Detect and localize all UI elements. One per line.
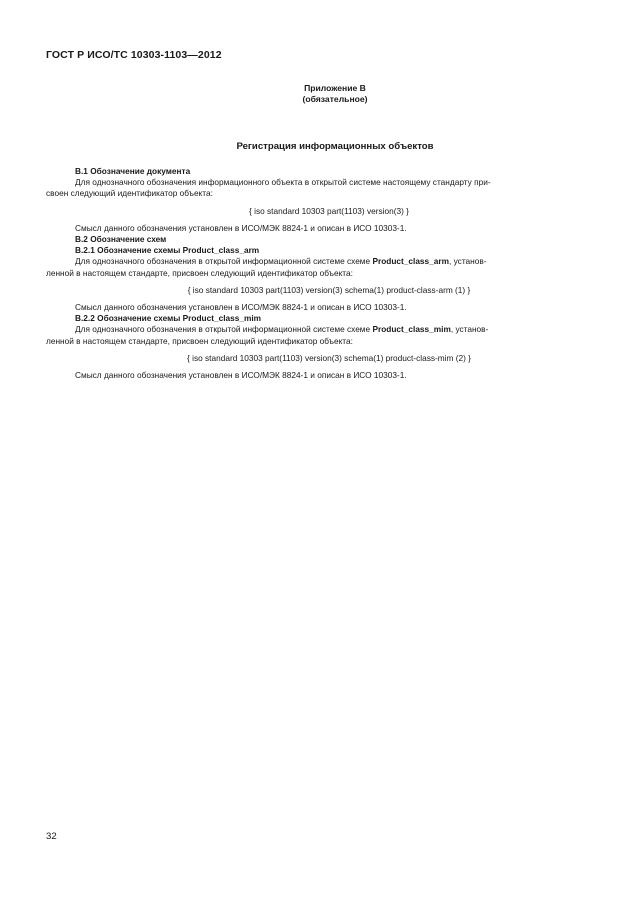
page-number: 32 [46,831,57,842]
document-header: ГОСТ Р ИСО/ТС 10303-1103—2012 [46,49,222,61]
annex-heading [0,83,630,105]
annex-title: Приложение B [304,83,366,93]
paragraph-b21-post: , установ- [449,256,487,267]
paragraph-b22-post: , установ- [450,324,489,335]
meaning-b22: Смысл данного обозначения установлен в ИСО/МЭК 8824-1 и описан в ИСО 10303-1. [75,370,407,381]
heading-b22: B.2.2 Обозначение схемы Product_class_mim [75,313,262,324]
paragraph-b21-pre: Для однозначного обозначения в открытой информационной системе схеме [75,256,373,267]
paragraph-b1-line1: Для однозначного обозначения информационного объекта в открытой системе настоящему стандарту при- [75,177,491,188]
paragraph-b22-line1 [75,324,583,335]
section-title: Регистрация информационных объектов [236,141,434,152]
identifier-b21: { iso standard 10303 part(1103) version(3) schema(1) product-class-arm (1) } [187,284,471,295]
document-body [46,166,583,381]
schema-name-arm: Product_class_arm [372,256,449,267]
annex-status: (обязательное) [302,94,368,104]
heading-b21: B.2.1 Обозначение схемы Product_class_arm [75,245,260,256]
schema-name-mim: Product_class_mim [372,324,451,335]
paragraph-b22-line2: ленной в настоящем стандарте, присвоен следующий идентификатор объекта: [46,335,353,346]
heading-b2: B.2 Обозначение схем [75,234,167,245]
paragraph-b21-line2: ленной в настоящем стандарте, присвоен следующий идентификатор объекта: [46,267,353,278]
paragraph-b22-pre: Для однозначного обозначения в открытой информационной системе схеме [75,324,373,335]
identifier-b1: { iso standard 10303 part(1103) version(3) } [249,205,409,216]
meaning-b21: Смысл данного обозначения установлен в ИСО/МЭК 8824-1 и описан в ИСО 10303-1. [75,302,407,313]
meaning-b1: Смысл данного обозначения установлен в ИСО/МЭК 8824-1 и описан в ИСО 10303-1. [75,222,407,233]
identifier-b22: { iso standard 10303 part(1103) version(3) schema(1) product-class-mim (2) } [187,352,471,363]
paragraph-b21-line1 [75,256,583,267]
paragraph-b1-line2: своен следующий идентификатор объекта: [46,188,213,199]
heading-b1: B.1 Обозначение документа [75,166,191,176]
